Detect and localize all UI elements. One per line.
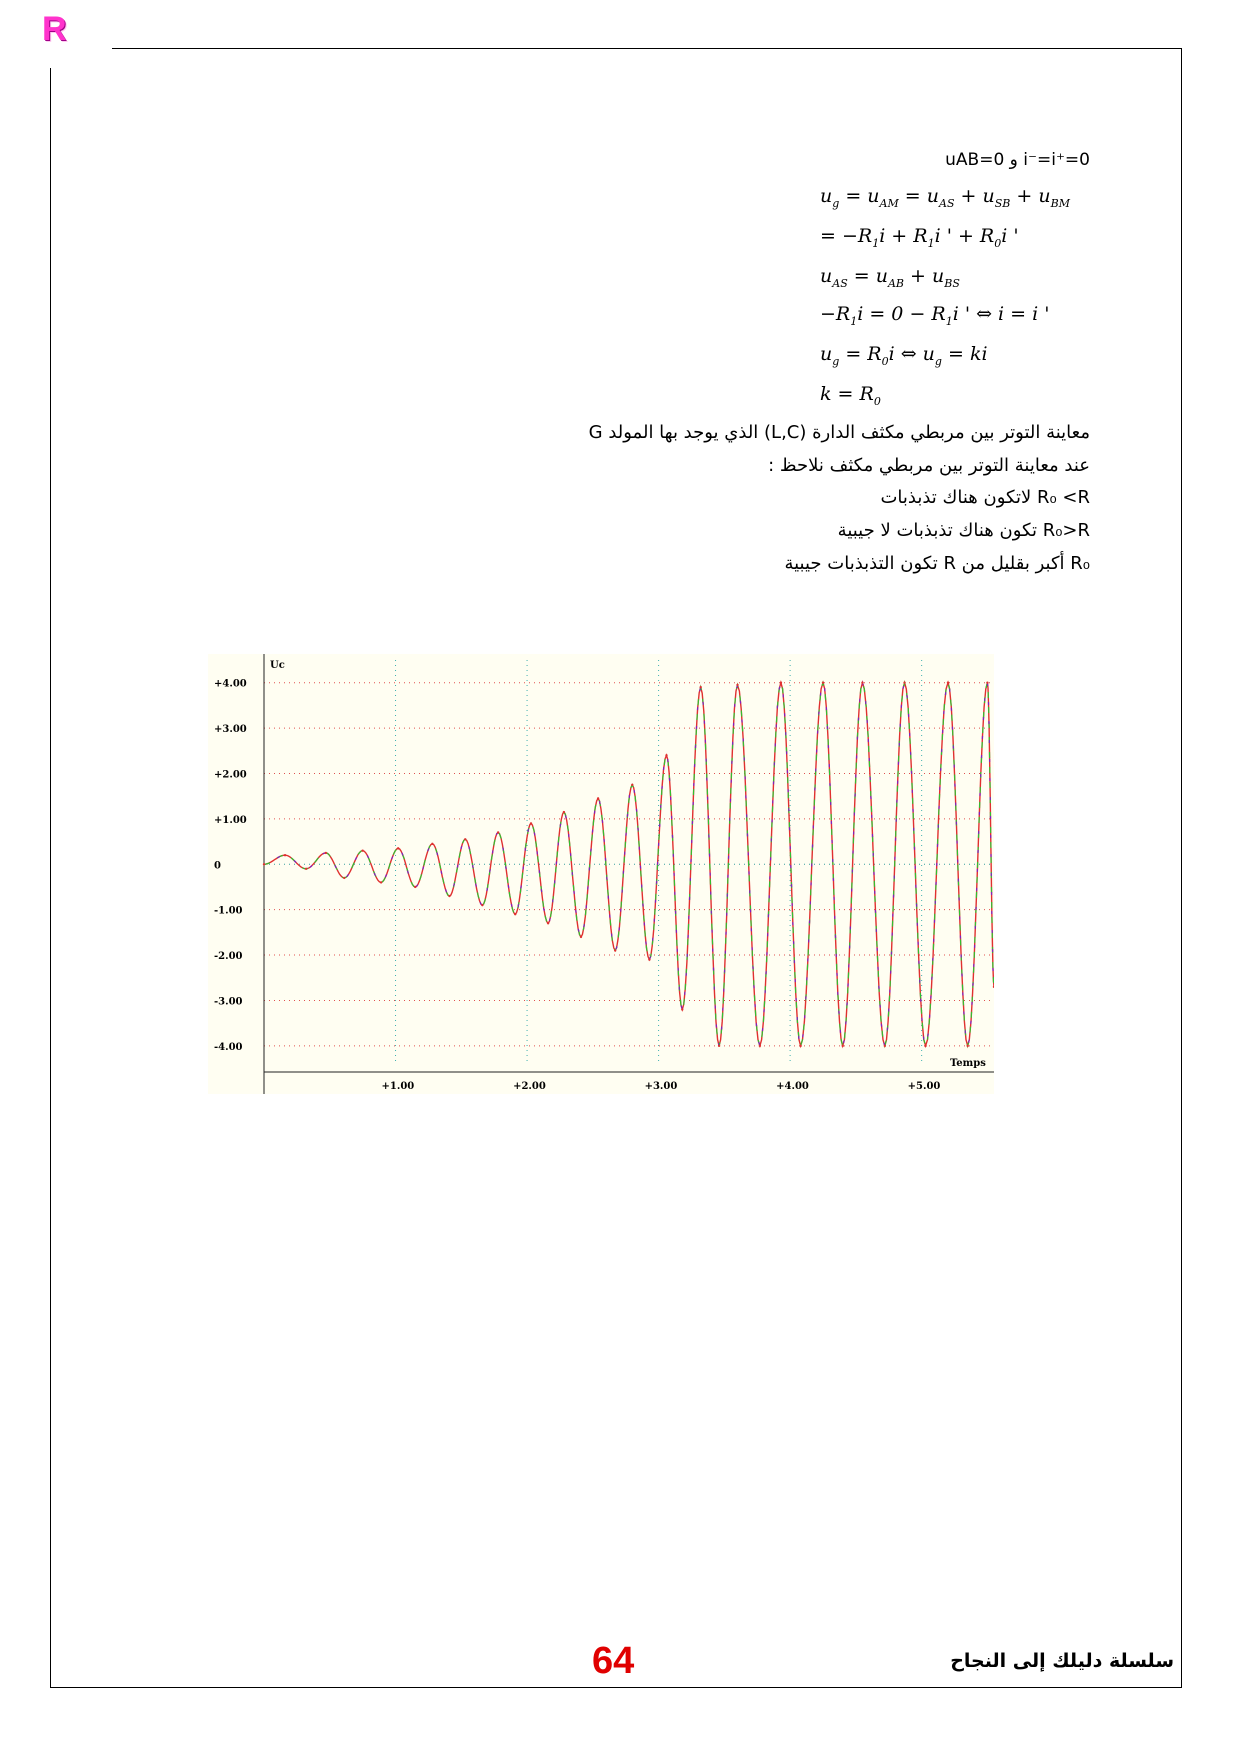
frame-top-rule <box>112 48 1182 49</box>
y-tick-label: +3.00 <box>214 724 247 736</box>
data-point <box>884 1045 886 1047</box>
x-tick-label: +3.00 <box>644 1081 678 1092</box>
series-title: سلسلة دليلك إلى النجاح <box>950 1650 1174 1672</box>
data-point <box>780 681 782 683</box>
x-tick-label: +5.00 <box>907 1081 941 1092</box>
data-point <box>861 681 863 683</box>
oscilloscope-chart <box>208 654 994 1094</box>
x-tick-label: +1.00 <box>381 1081 415 1092</box>
equation-1: $u_g = u_{AM} = u_{AS} + u_{SB} + u_{BM}$ <box>820 185 1070 210</box>
y-tick-label: -4.00 <box>214 1041 243 1053</box>
data-point <box>903 681 905 683</box>
case-no-oscillation: R₀ <R لاتكون هناك تذبذبات <box>880 487 1090 508</box>
data-point <box>993 986 994 988</box>
data-point <box>699 686 701 688</box>
data-point <box>597 797 599 799</box>
data-point <box>947 681 949 683</box>
y-tick-label: +1.00 <box>214 814 247 826</box>
data-point <box>580 936 582 938</box>
data-point <box>397 847 399 849</box>
data-point <box>631 784 633 786</box>
y-axis-label: Uc <box>270 660 285 671</box>
data-point <box>759 1045 761 1047</box>
equation-6: $k = R_0$ <box>820 383 881 408</box>
data-point <box>681 1008 683 1010</box>
data-point <box>448 895 450 897</box>
data-point <box>497 831 499 833</box>
page-number: 64 <box>592 1640 635 1682</box>
equation-4: $-R_1i = 0 - R_1i$ ' ⇔ i = i ' <box>820 303 1050 328</box>
data-point <box>842 1045 844 1047</box>
data-point <box>822 681 824 683</box>
frame-right-rule <box>1181 48 1182 1688</box>
data-point <box>648 958 650 960</box>
equation-5: $u_g = R_0i$ ⇔ $u_g$ = ki <box>820 343 988 368</box>
data-point <box>736 684 738 686</box>
equation-2: = $-R_1i + R_1i$ ' + $R_0i$ ' <box>820 225 1019 250</box>
frame-bottom-rule <box>50 1687 1182 1688</box>
data-point <box>284 854 286 856</box>
data-point <box>718 1045 720 1047</box>
y-tick-label: -1.00 <box>214 905 243 917</box>
data-point <box>924 1045 926 1047</box>
data-point <box>563 811 565 813</box>
x-tick-label: +2.00 <box>513 1081 546 1092</box>
y-tick-label: +2.00 <box>214 769 247 781</box>
data-point <box>361 849 363 851</box>
data-point <box>481 904 483 906</box>
op-amp-conditions: uAB=0 و i⁻=i⁺=0 <box>945 150 1090 170</box>
y-tick-label: -2.00 <box>214 951 243 963</box>
data-point <box>614 949 616 951</box>
case-sinusoidal: R₀ أكبر بقليل من R تكون التذبذبات جيبية <box>784 553 1090 574</box>
data-point <box>380 881 382 883</box>
logo: R <box>42 10 67 48</box>
y-tick-label: 0 <box>214 860 221 872</box>
data-point <box>665 754 667 756</box>
data-point <box>530 822 532 824</box>
data-point <box>414 886 416 888</box>
data-point <box>431 843 433 845</box>
data-point <box>514 913 516 915</box>
x-axis-label: Temps <box>950 1058 986 1069</box>
data-point <box>966 1045 968 1047</box>
data-point <box>464 838 466 840</box>
paragraph-observation: معاينة التوتر بين مربطي مكثف الدارة (L,C) الذي يوجد بها المولد G <box>588 422 1090 443</box>
data-point <box>986 681 988 683</box>
data-point <box>305 868 307 870</box>
data-point <box>325 852 327 854</box>
x-tick-label: +4.00 <box>776 1081 809 1092</box>
equation-3: $u_{AS} = u_{AB} + u_{BS}$ <box>820 265 960 290</box>
y-tick-label: +4.00 <box>214 678 247 690</box>
frame-left-rule <box>50 68 51 1688</box>
y-tick-label: -3.00 <box>214 996 243 1008</box>
data-point <box>547 922 549 924</box>
data-point <box>263 863 265 865</box>
case-nonsinusoidal: R₀>R تكون هناك تذبذبات لا جيبية <box>837 520 1090 541</box>
paragraph-intro: عند معاينة التوتر بين مربطي مكثف نلاحظ : <box>768 455 1090 476</box>
data-point <box>799 1045 801 1047</box>
data-point <box>343 877 345 879</box>
